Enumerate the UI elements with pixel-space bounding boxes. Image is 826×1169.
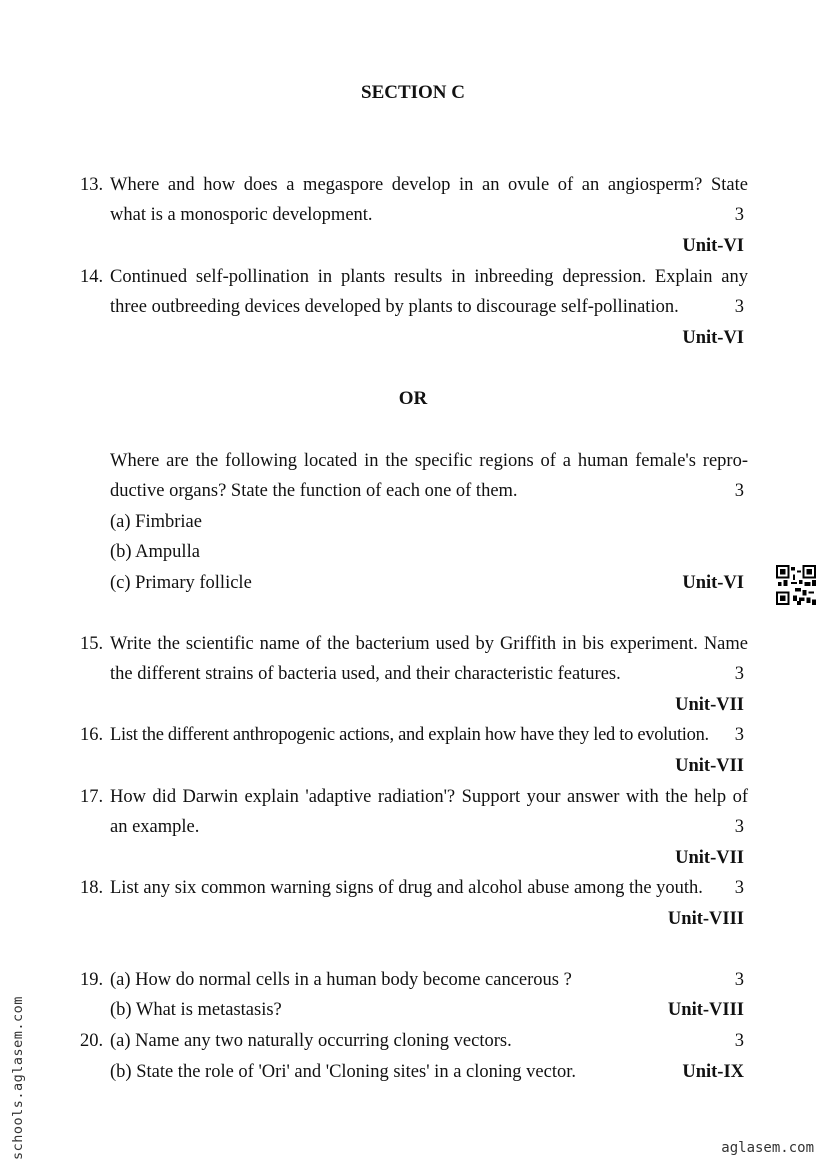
q15-line2: the different strains of bacteria used, and their characteristic features. [110,664,621,684]
q19-unit: Unit-VIII [667,1000,744,1020]
q18-line1: List any six common warning signs of drug and alcohol abuse among the youth. [110,878,703,898]
q19-part-a: (a) How do normal cells in a human body become cancerous ? [110,970,572,990]
q15-marks: 3 [734,664,744,684]
q18-unit: Unit-VIII [667,909,744,929]
q17-unit: Unit-VII [675,848,744,868]
q15-number: 15. [80,634,104,654]
section-title: SECTION C [361,82,465,103]
q13-marks: 3 [734,205,744,225]
q19-number: 19. [80,970,104,990]
q14-or-unit: Unit-VI [682,573,744,593]
q14-line2: three outbreeding devices developed by plants to discourage self-pollination. [110,297,679,317]
q20-number: 20. [80,1031,104,1051]
q14-or-marks: 3 [734,481,744,501]
side-watermark: schools.aglasem.com [10,996,26,1160]
q20-part-a: (a) Name any two naturally occurring cloning vectors. [110,1031,512,1051]
q14-marks: 3 [734,297,744,317]
q20-marks: 3 [734,1031,744,1051]
q13-unit: Unit-VI [682,236,744,256]
q15-line1: Write the scientific name of the bacterium used by Griffith in bis experiment. Name [110,634,748,654]
q20-part-b: (b) State the role of 'Ori' and 'Cloning sites' in a cloning vector. [110,1062,576,1082]
q19-marks: 3 [734,970,744,990]
q19-part-b: (b) What is metastasis? [110,1000,282,1020]
q17-number: 17. [80,787,104,807]
q14-or-option-b: (b) Ampulla [110,542,200,562]
q18-number: 18. [80,878,104,898]
q16-number: 16. [80,725,104,745]
q14-or-option-a: (a) Fimbriae [110,512,202,532]
q16-unit: Unit-VII [675,756,744,776]
q14-or-line2: ductive organs? State the function of each one of them. [110,481,518,501]
q17-line2: an example. [110,817,200,837]
bottom-watermark: aglasem.com [721,1140,814,1156]
q13-number: 13. [80,175,104,195]
q13-line1: Where and how does a megaspore develop in an ovule of an angiosperm? State [110,175,748,195]
q20-unit: Unit-IX [682,1062,744,1082]
q14-or-option-c: (c) Primary follicle [110,573,252,593]
q13-line2: what is a monosporic development. [110,205,373,225]
or-label: OR [398,388,428,409]
q14-number: 14. [80,267,104,287]
q16-line1: List the different anthropogenic actions, and explain how have they led to evolution. [110,725,709,745]
q14-line1: Continued self-pollination in plants results in inbreeding depression. Explain any [110,267,748,287]
q17-marks: 3 [734,817,744,837]
q14-or-line1: Where are the following located in the specific regions of a human female's repro- [110,451,748,471]
q16-marks: 3 [734,725,744,745]
q14-unit: Unit-VI [682,328,744,348]
q17-line1: How did Darwin explain 'adaptive radiation'? Support your answer with the help of [110,787,748,807]
q18-marks: 3 [734,878,744,898]
q15-unit: Unit-VII [675,695,744,715]
qr-code-icon [776,565,816,605]
